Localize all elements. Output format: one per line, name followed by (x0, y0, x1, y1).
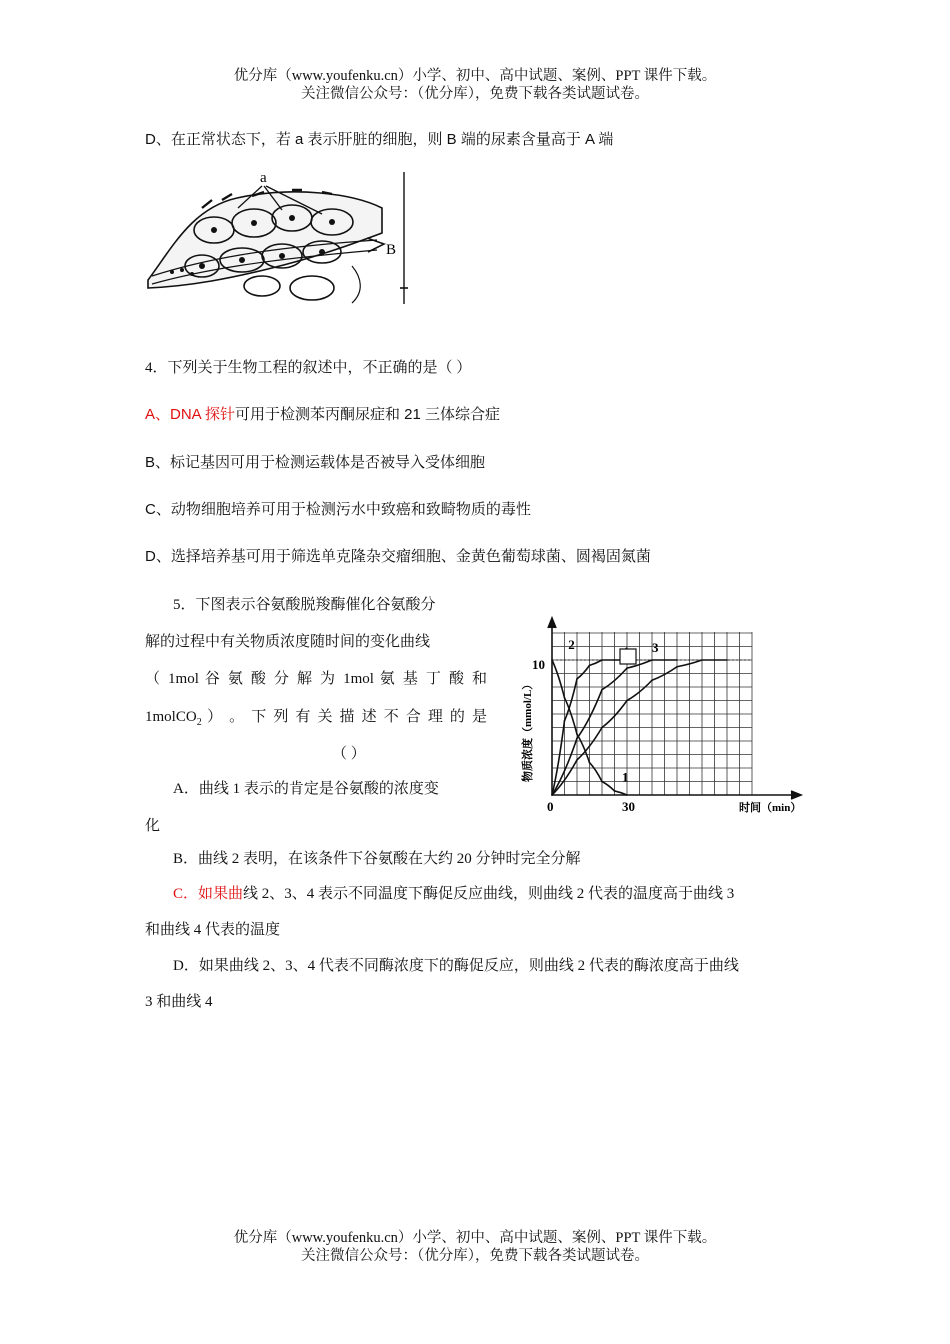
chart-point-3 (601, 727, 603, 729)
chart-xtick-30: 30 (622, 799, 635, 814)
q5-stem-4b: ） 。 下 列 有 关 描 述 不 合 理 的 是 (201, 709, 487, 725)
chart-point-2 (576, 678, 578, 680)
q4-option-c: C、动物细胞培养可用于检测污水中致癌和致畸物质的毒性 (145, 501, 531, 518)
chart-point-3 (551, 794, 553, 796)
chart-point-3 (701, 659, 703, 661)
q5-option-a-2: 化 (145, 818, 161, 834)
q5-option-c-red: C．如果曲 (173, 886, 244, 902)
chart-point-1 (614, 790, 616, 792)
chart-curve-label-2: 2 (568, 637, 575, 653)
chart-point-1 (589, 762, 591, 764)
concentration-chart (515, 612, 815, 822)
q4-option-d: D、选择培养基可用于筛选单克隆杂交瘤细胞、金黄色葡萄球菌、圆褐固氮菌 (145, 548, 651, 565)
chart-ylabel: 物质浓度（mmol/L） (522, 678, 534, 782)
chart-point-3 (626, 700, 628, 702)
q5-stem-1: 5．下图表示谷氨酸脱羧酶催化谷氨酸分 (173, 597, 436, 613)
chart-point-4 (651, 659, 653, 661)
chart-point-1 (564, 697, 566, 699)
q5-option-c (173, 882, 734, 903)
q3-option-d: D、在正常状态下，若 a 表示肝脏的细胞，则 B 端的尿素含量高于 A 端 (145, 131, 614, 148)
figure-label-b: B (386, 242, 397, 258)
chart-ytick-10: 10 (532, 657, 545, 672)
chart-point-2 (564, 720, 566, 722)
chart-curve-label-1: 1 (622, 769, 629, 785)
footer-line-2: 关注微信公众号：（优分库），免费下载各类试题试卷。 (301, 1248, 649, 1264)
chart-point-2 (601, 659, 603, 661)
chart-curve-label-3: 3 (652, 639, 659, 655)
q5-option-c-rest: 线 2、3、4 表示不同温度下酶促反应曲线，则曲线 2 代表的温度高于曲线 3 (243, 886, 735, 902)
chart-point-2 (614, 659, 616, 661)
chart-point-2 (589, 665, 591, 667)
q5-stem-2: 解的过程中有关物质浓度随时间的变化曲线 (145, 634, 431, 650)
chart-point-4 (576, 738, 578, 740)
figure-label-a: a (260, 170, 267, 186)
liver-cell-figure (142, 168, 412, 308)
q5-answer-paren: （ ） (332, 746, 366, 762)
q5-stem-3: （ 1mol 谷 氨 酸 分 解 为 1mol 氨 基 丁 酸 和 (145, 671, 487, 687)
chart-xtick-0: 0 (547, 799, 554, 814)
q4-option-a-red: A、DNA 探针 (145, 406, 236, 423)
q5-stem-4a: 1molCO (145, 709, 197, 725)
q5-option-b: B．曲线 2 表明，在该条件下谷氨酸在大约 20 分钟时完全分解 (173, 851, 581, 867)
q4-stem: 4．下列关于生物工程的叙述中，不正确的是（ ） (145, 360, 472, 376)
chart-xlabel: 时间（min） (739, 802, 802, 814)
q5-option-d-2: 3 和曲线 4 (145, 994, 213, 1010)
q5-option-d-1: D．如果曲线 2、3、4 代表不同酶浓度下的酶促反应，则曲线 2 代表的酶浓度高于曲线 (173, 958, 739, 974)
chart-point-1 (626, 794, 628, 796)
chart-point-3 (576, 759, 578, 761)
chart-point-3 (651, 679, 653, 681)
chart-point-1 (601, 781, 603, 783)
q5-option-a-1: A．曲线 1 表示的肯定是谷氨酸的浓度变 (173, 781, 439, 797)
q4-option-b: B、标记基因可用于检测运载体是否被导入受体细胞 (145, 454, 486, 471)
chart-point-3 (676, 666, 678, 668)
chart-point-3 (726, 659, 728, 661)
q5-stem-4 (145, 705, 487, 728)
chart-point-4 (601, 689, 603, 691)
chart-point-1 (551, 659, 553, 661)
q4-option-a (145, 403, 500, 424)
header-line-2: 关注微信公众号：（优分库），免费下载各类试题试卷。 (301, 86, 649, 102)
footer-line-1: 优分库（www.youfenku.cn）小学、初中、高中试题、案例、PPT 课件下载。 (233, 1230, 717, 1246)
chart-point-4 (626, 667, 628, 669)
q4-option-a-rest: 可用于检测苯丙酮尿症和 21 三体综合症 (235, 406, 501, 423)
header-line-1: 优分库（www.youfenku.cn）小学、初中、高中试题、案例、PPT 课件下载。 (233, 68, 717, 84)
q5-option-c-2: 和曲线 4 代表的温度 (145, 922, 281, 938)
chart-point-1 (576, 733, 578, 735)
chart-point-4 (676, 659, 678, 661)
q5-stem-4-sub: 2 (196, 717, 202, 728)
